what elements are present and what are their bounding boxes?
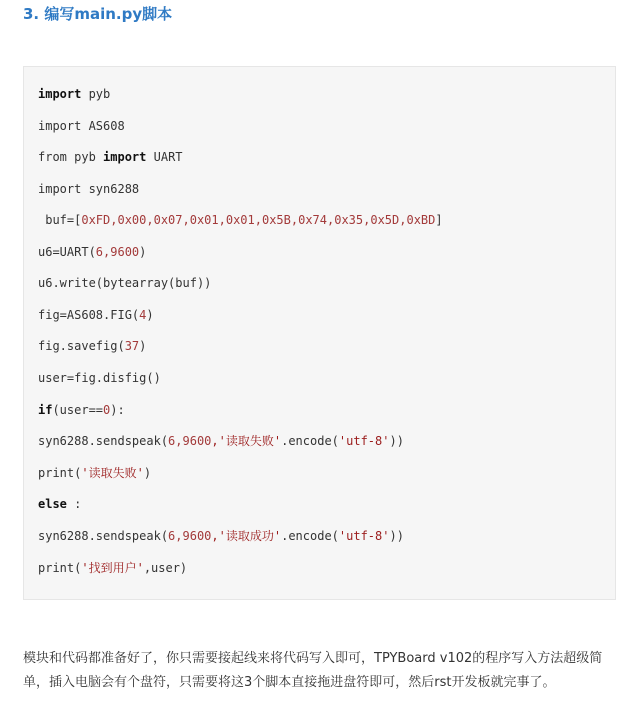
code-line <box>38 85 110 103</box>
code-line <box>38 401 125 419</box>
code-text: ): <box>110 403 125 417</box>
code-keyword: import <box>103 150 147 164</box>
code-string: '找到用户' <box>81 561 144 575</box>
code-string: 'utf-8' <box>338 434 390 448</box>
code-keyword: import <box>38 87 82 101</box>
code-text: syn6288.sendspeak( <box>38 529 169 543</box>
code-block <box>23 66 616 600</box>
code-text: ) <box>146 308 154 322</box>
code-line: user=fig.disfig() <box>38 371 161 385</box>
code-text: buf=[ <box>38 213 82 227</box>
code-text: syn6288.sendspeak( <box>38 434 169 448</box>
code-text: print( <box>38 466 82 480</box>
code-text: ,user) <box>143 561 188 575</box>
code-text: (user== <box>52 403 104 417</box>
code-line <box>38 148 183 166</box>
code-number: 37 <box>124 339 140 353</box>
code-text: ] <box>435 213 443 227</box>
code-text: ) <box>143 466 152 480</box>
code-text: .encode( <box>281 434 339 448</box>
code-line: import syn6288 <box>38 182 140 196</box>
code-string: '读取失败' <box>81 466 144 480</box>
code-line <box>38 464 151 482</box>
code-keyword: if <box>38 403 53 417</box>
code-keyword: else <box>38 497 67 511</box>
code-string: 'utf-8' <box>338 529 390 543</box>
code-number: 6,9600 <box>168 529 212 543</box>
section-heading: 3. 编写main.py脚本 <box>23 5 173 23</box>
code-line <box>38 243 146 261</box>
code-text: print( <box>38 561 82 575</box>
code-line: u6.write(bytearray(buf)) <box>38 276 212 290</box>
code-line <box>38 527 404 545</box>
code-text: : <box>66 497 82 511</box>
code-number: 0 <box>103 403 111 417</box>
code-line <box>38 306 154 324</box>
body-paragraph: 模块和代码都准备好了，你只需要接起线来将代码写入即可，TPYBoard v102的程序写入方法超级简单，插入电脑会有个盘符，只需要将这3个脚本直接拖进盘符即可，然后rst开发板就完事了。 <box>23 651 603 690</box>
code-number: 6,9600 <box>168 434 212 448</box>
code-line <box>38 211 443 229</box>
code-string: ,'读取成功' <box>211 529 282 543</box>
code-text: ) <box>139 245 147 259</box>
code-text: fig=AS608.FIG( <box>38 308 140 322</box>
code-text: ) <box>139 339 147 353</box>
code-line <box>38 559 187 577</box>
code-text: )) <box>389 529 404 543</box>
code-string: ,'读取失败' <box>211 434 282 448</box>
code-text: UART <box>146 150 183 164</box>
code-number: 6,9600 <box>95 245 140 259</box>
code-text: pyb <box>81 87 111 101</box>
code-line: import AS608 <box>38 119 125 133</box>
code-line <box>38 337 146 355</box>
code-number: 4 <box>139 308 147 322</box>
code-line <box>38 432 404 450</box>
code-text: .encode( <box>281 529 339 543</box>
code-line <box>38 495 81 513</box>
code-number: 0xFD,0x00,0x07,0x01,0x01,0x5B,0x74,0x35,0x5D,0xBD <box>81 213 436 227</box>
code-text: u6=UART( <box>38 245 96 259</box>
code-text: )) <box>389 434 404 448</box>
code-text: fig.savefig( <box>38 339 125 353</box>
code-text: from pyb <box>38 150 104 164</box>
